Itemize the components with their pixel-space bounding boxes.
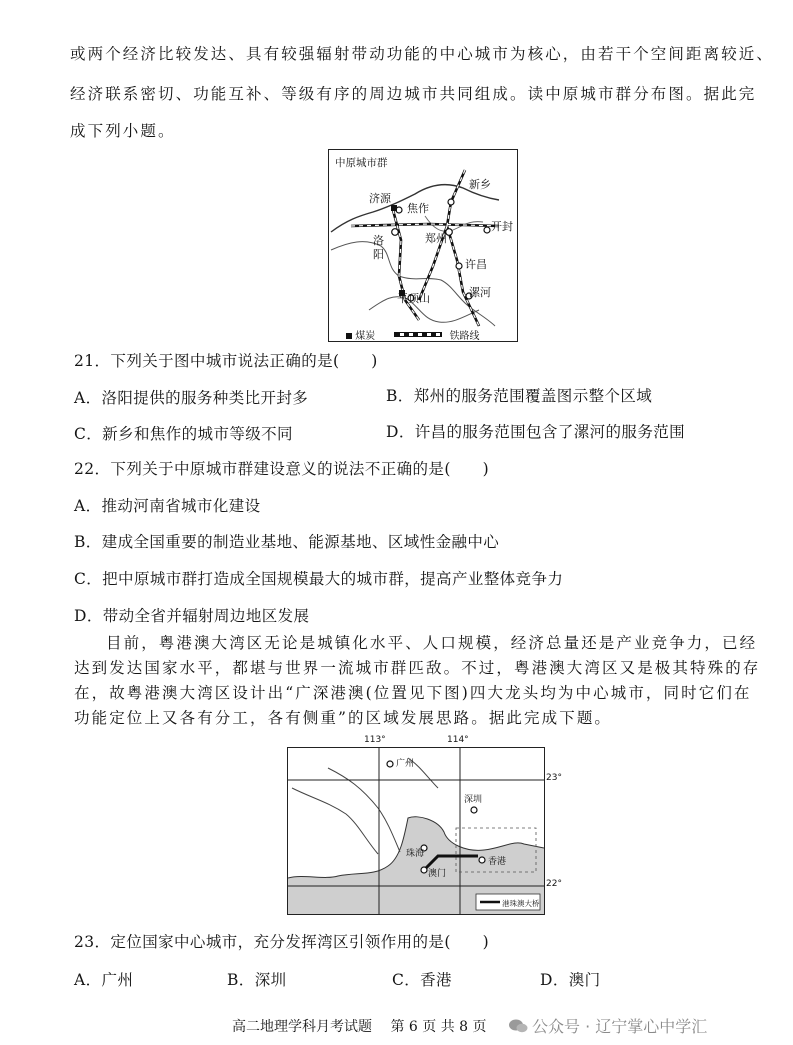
shenzhen-marker bbox=[471, 807, 477, 813]
river-2 bbox=[292, 788, 378, 854]
watermark bbox=[508, 1014, 707, 1037]
label-xinxiang: 新乡 bbox=[469, 178, 491, 191]
legend-bridge: 港珠澳大桥 bbox=[502, 899, 540, 908]
passage-line-4: 功能定位上又各有分工，各有侧重”的区域发展思路。据此完成下题。 bbox=[74, 709, 613, 727]
map1-title: 中原城市群 bbox=[335, 157, 388, 169]
q23-option-a: A．广州 bbox=[74, 971, 134, 989]
q22-option-b: B．建成全国重要的制造业基地、能源基地、区域性金融中心 bbox=[74, 533, 500, 551]
q21-stem: 21．下列关于图中城市说法正确的是( ) bbox=[74, 352, 378, 370]
macau-marker bbox=[421, 867, 427, 873]
legend-coal: 煤炭 bbox=[355, 331, 376, 342]
railway-legend-icon bbox=[394, 332, 442, 337]
kaifeng-marker bbox=[484, 227, 490, 233]
q23-option-c: C．香港 bbox=[392, 971, 452, 989]
label-jiyuan: 济源 bbox=[369, 192, 391, 205]
label-macau: 澳门 bbox=[428, 869, 447, 879]
q21-option-b: B．郑州的服务范围覆盖图示整个区域 bbox=[386, 387, 653, 405]
coal-icon-jiaozuo bbox=[391, 205, 397, 211]
label-lat-22: 22° bbox=[546, 879, 562, 889]
q22-option-d: D．带动全省并辐射周边地区发展 bbox=[74, 607, 310, 625]
label-guangzhou: 广州 bbox=[396, 759, 415, 769]
hongkong-marker bbox=[479, 857, 485, 863]
passage-line-3: 在，故粤港澳大湾区设计出“广深港澳(位置见下图)四大龙头均为中心城市，同时它们在 bbox=[74, 684, 752, 702]
q22-option-c: C．把中原城市群打造成全国规模最大的城市群，提高产业整体竞争力 bbox=[74, 570, 564, 588]
gba-map-svg bbox=[288, 748, 544, 914]
label-hongkong: 香港 bbox=[488, 857, 507, 867]
q22-option-a: A．推动河南省城市化建设 bbox=[74, 497, 261, 515]
label-luoyang-1: 洛 bbox=[373, 234, 384, 247]
xuchang-marker bbox=[456, 263, 462, 269]
central-plains-map bbox=[328, 149, 518, 342]
label-pingdingshan: 平顶山 bbox=[397, 292, 430, 305]
q23-stem: 23．定位国家中心城市，充分发挥湾区引领作用的是( ) bbox=[74, 933, 490, 951]
q23-option-d: D．澳门 bbox=[540, 971, 601, 989]
label-zhuhai: 珠海 bbox=[406, 849, 425, 859]
watermark-text: 公众号 · 辽宁掌心中学汇 bbox=[532, 1017, 708, 1036]
q21-option-c: C．新乡和焦作的城市等级不同 bbox=[74, 425, 293, 443]
label-xuchang: 许昌 bbox=[465, 258, 487, 271]
xinxiang-marker bbox=[448, 199, 454, 205]
label-lat-23: 23° bbox=[546, 773, 562, 783]
guangzhou-marker bbox=[387, 761, 393, 767]
passage-line-1: 目前，粤港澳大湾区无论是城镇化水平、人口规模，经济总量还是产业竞争力，已经 bbox=[106, 634, 758, 652]
passage-line-2: 达到发达国家水平，都堪与世界一流城市群匹敌。不过，粤港澳大湾区又是极其特殊的存 bbox=[74, 659, 761, 677]
wechat-icon bbox=[508, 1018, 528, 1034]
label-luoyang-2: 阳 bbox=[373, 248, 384, 261]
q23-option-b: B．深圳 bbox=[227, 971, 287, 989]
greater-bay-area-map bbox=[287, 747, 545, 915]
label-jiaozuo: 焦作 bbox=[407, 202, 429, 215]
luoyang-marker bbox=[392, 229, 399, 236]
coal-legend-icon bbox=[346, 333, 352, 339]
label-kaifeng: 开封 bbox=[491, 220, 513, 233]
q21-option-d: D．许昌的服务范围包含了漯河的服务范围 bbox=[386, 423, 686, 441]
map1-legend bbox=[346, 327, 480, 342]
legend-railway: 铁路线 bbox=[449, 331, 480, 342]
intro-line-3: 成下列小题。 bbox=[70, 122, 176, 140]
q22-stem: 22．下列关于中原城市群建设意义的说法不正确的是( ) bbox=[74, 460, 490, 478]
page-footer: 高二地理学科月考试题 第 6 页 共 8 页 bbox=[232, 1019, 487, 1035]
intro-line-2: 经济联系密切、功能互补、等级有序的周边城市共同组成。读中原城市群分布图。据此完 bbox=[70, 85, 757, 103]
central-plains-map-svg bbox=[329, 150, 517, 341]
intro-line-1: 或两个经济比较发达、具有较强辐射带动功能的中心城市为核心，由若干个空间距离较近、 bbox=[70, 45, 775, 63]
label-lon-113: 113° bbox=[364, 735, 386, 745]
label-lon-114: 114° bbox=[447, 735, 469, 745]
label-shenzhen: 深圳 bbox=[464, 795, 483, 805]
label-luohe: 漯河 bbox=[469, 286, 491, 299]
q21-option-a: A．洛阳提供的服务种类比开封多 bbox=[74, 389, 309, 407]
label-zhengzhou: 郑州 bbox=[425, 232, 447, 245]
